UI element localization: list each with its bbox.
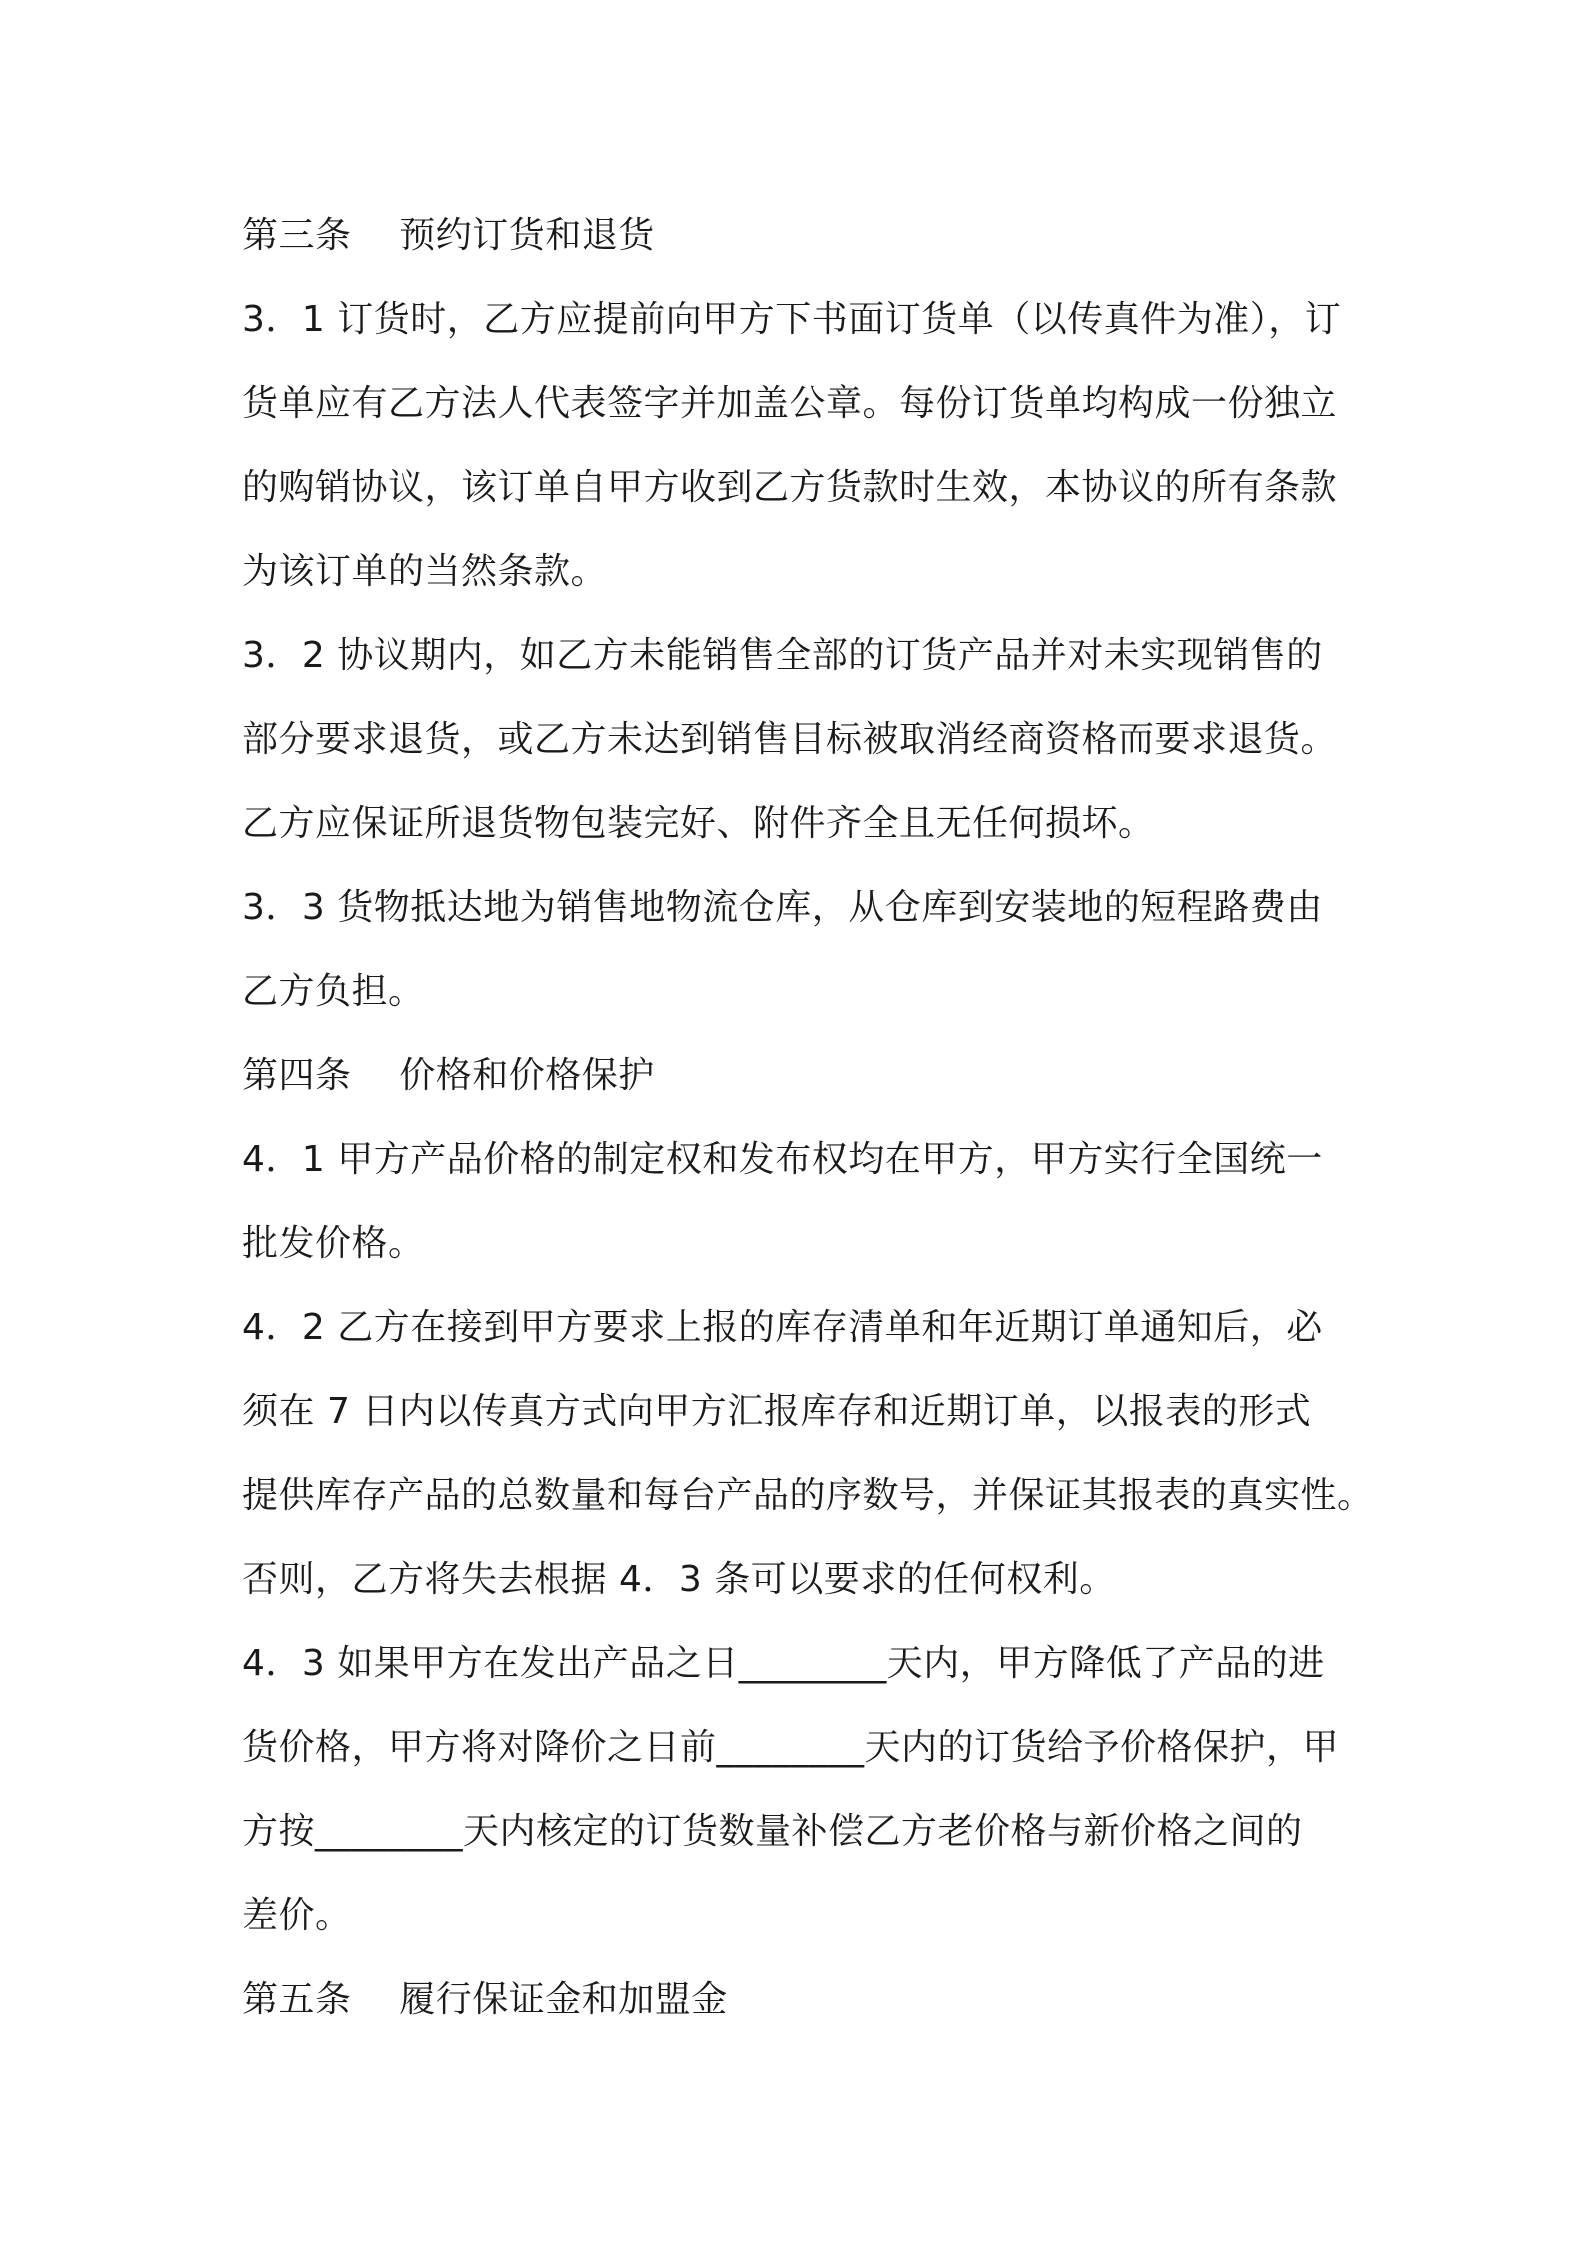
section-heading-4: 第四条 价格和价格保护 [242, 1055, 655, 1096]
clause-4-2-line-4: 否则，乙方将失去根据 4．3 条可以要求的任何权利。 [242, 1559, 1116, 1600]
clause-3-3-line-1: 3．3 货物抵达地为销售地物流仓库，从仓库到安装地的短程路费由 [242, 887, 1323, 928]
clause-4-3-line-1: 4．3 如果甲方在发出产品之日________天内，甲方降低了产品的进 [242, 1643, 1325, 1684]
clause-4-3-line-4: 差价。 [242, 1895, 352, 1936]
clause-4-1-line-2: 批发价格。 [242, 1223, 425, 1264]
clause-4-2-line-3: 提供库存产品的总数量和每台产品的序数号，并保证其报表的真实性。 [242, 1475, 1374, 1516]
clause-3-1-line-4: 为该订单的当然条款。 [242, 551, 608, 592]
document-body [242, 194, 1382, 2042]
clause-3-2-line-2: 部分要求退货，或乙方未达到销售目标被取消经商资格而要求退货。 [242, 719, 1338, 760]
clause-3-1-line-1: 3．1 订货时，乙方应提前向甲方下书面订货单（以传真件为准），订 [242, 299, 1342, 340]
section-heading-5: 第五条 履行保证金和加盟金 [242, 1979, 728, 2020]
clause-4-3-line-2: 货价格，甲方将对降价之日前________天内的订货给予价格保护，甲 [242, 1727, 1340, 1768]
clause-4-2-line-2: 须在 7 日内以传真方式向甲方汇报库存和近期订单，以报表的形式 [242, 1391, 1312, 1432]
clause-3-1-line-2: 货单应有乙方法人代表签字并加盖公章。每份订货单均构成一份独立 [242, 383, 1338, 424]
clause-3-2-line-3: 乙方应保证所退货物包装完好、附件齐全且无任何损坏。 [242, 803, 1155, 844]
clause-4-2-line-1: 4．2 乙方在接到甲方要求上报的库存清单和年近期订单通知后，必 [242, 1307, 1323, 1348]
clause-3-3-line-2: 乙方负担。 [242, 971, 425, 1012]
clause-4-3-line-3: 方按________天内核定的订货数量补偿乙方老价格与新价格之间的 [242, 1811, 1303, 1852]
clause-3-1-line-3: 的购销协议，该订单自甲方收到乙方货款时生效，本协议的所有条款 [242, 467, 1338, 508]
clause-3-2-line-1: 3．2 协议期内，如乙方未能销售全部的订货产品并对未实现销售的 [242, 635, 1323, 676]
clause-4-1-line-1: 4．1 甲方产品价格的制定权和发布权均在甲方，甲方实行全国统一 [242, 1139, 1323, 1180]
section-heading-3: 第三条 预约订货和退货 [242, 215, 655, 256]
